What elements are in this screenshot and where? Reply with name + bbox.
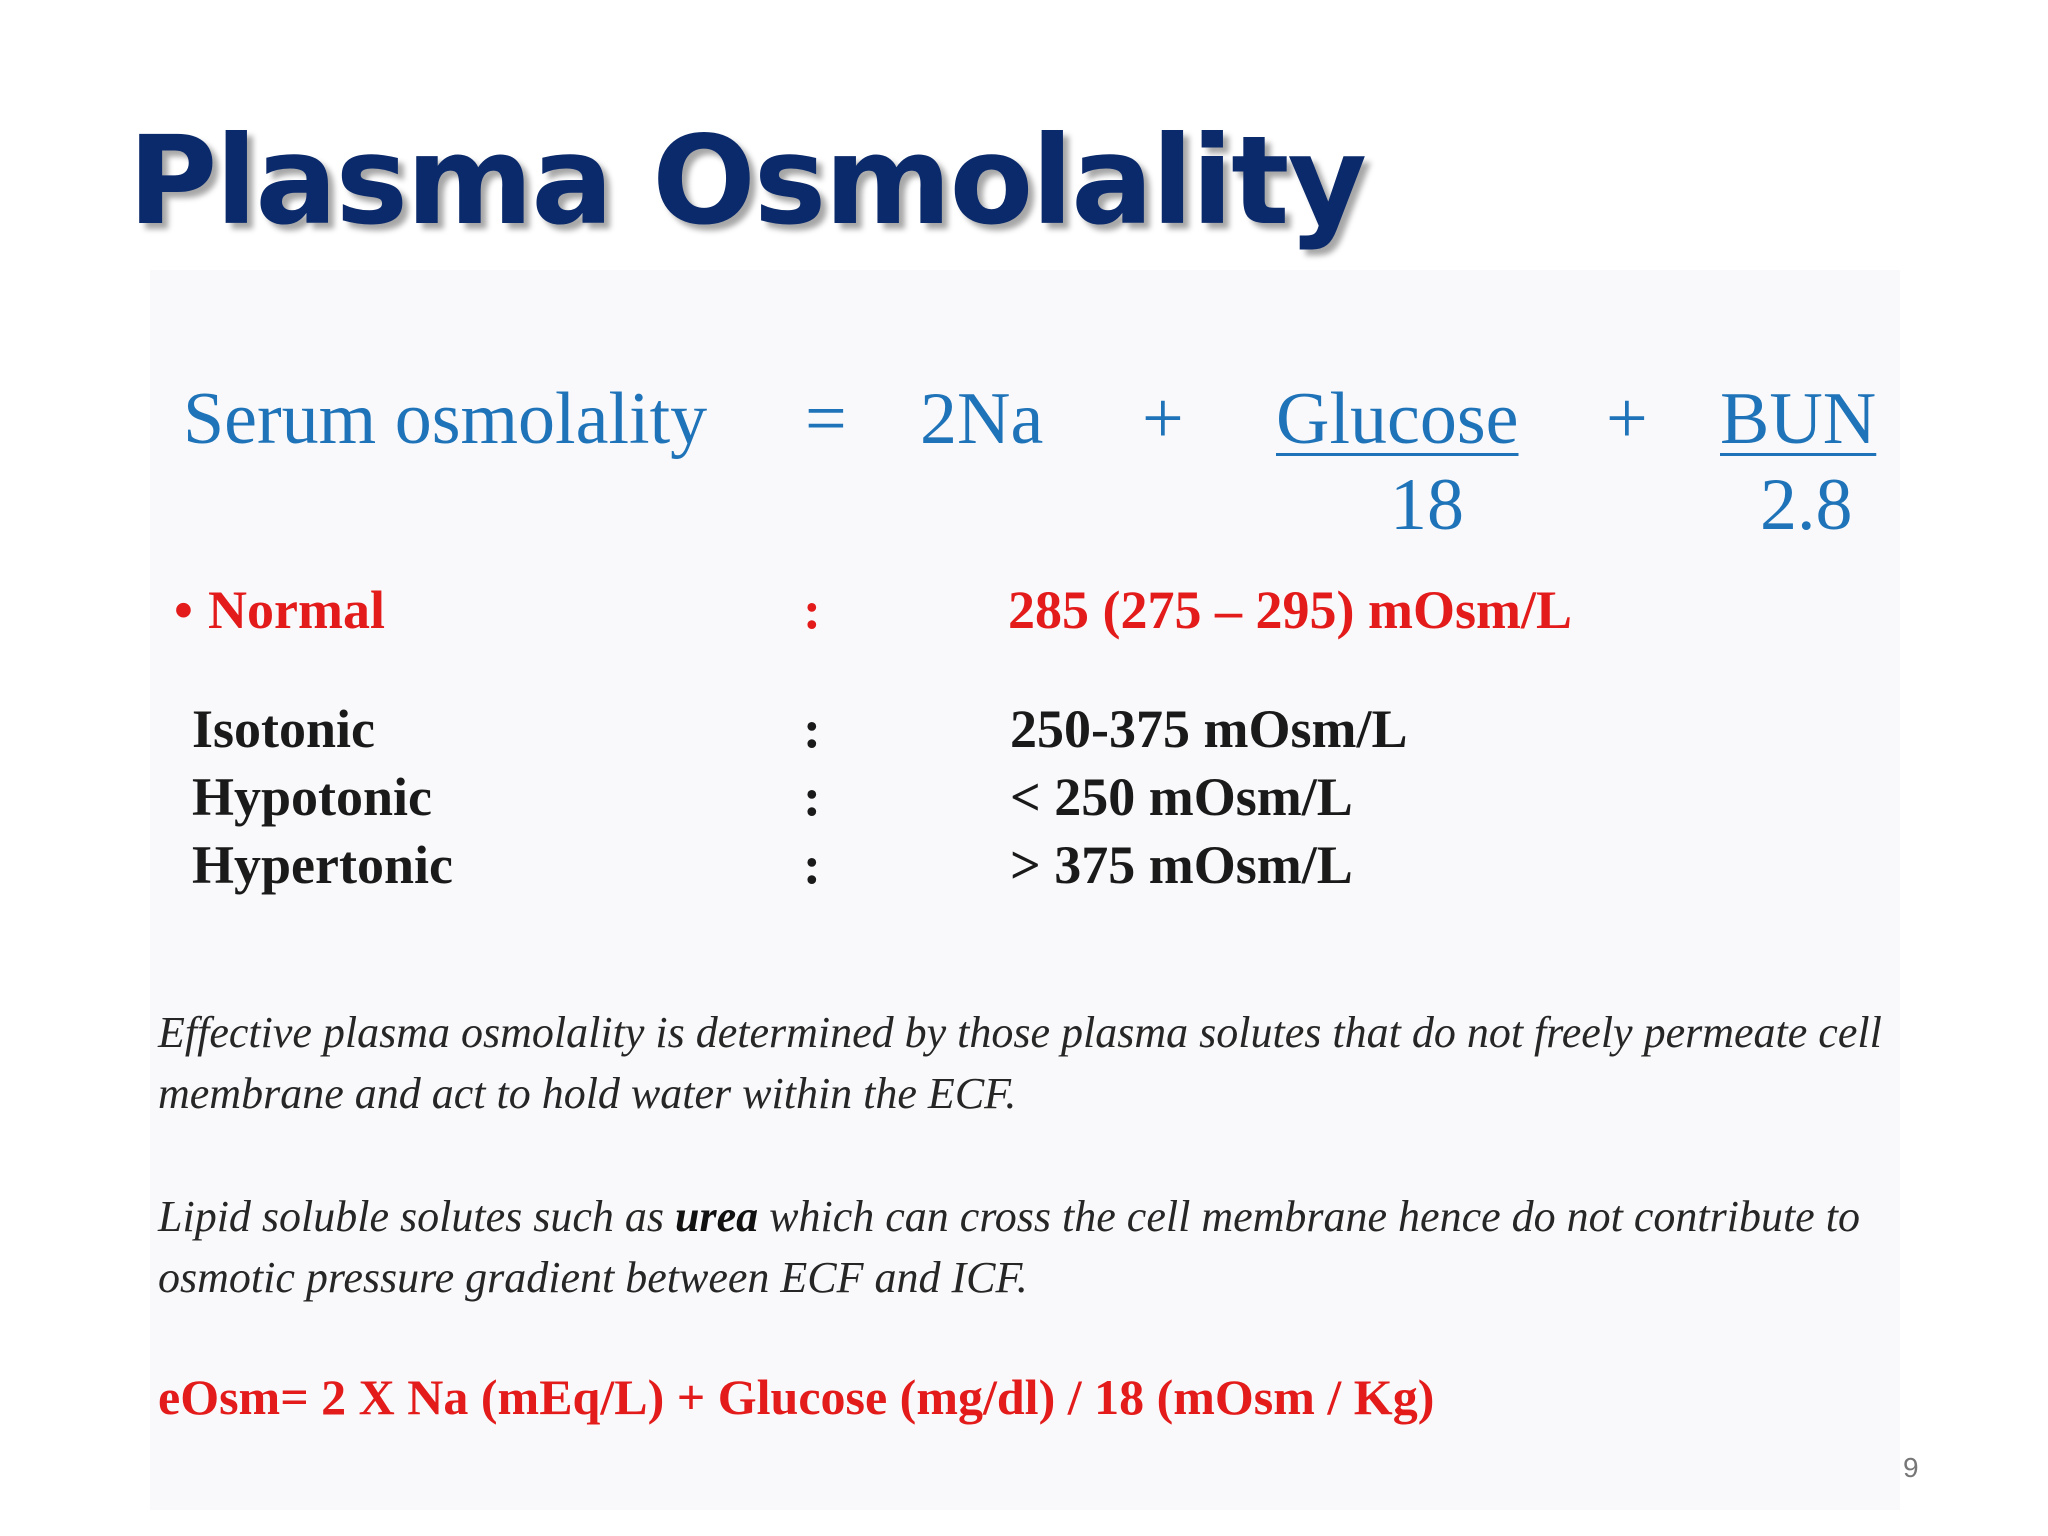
formula-bun-numerator: BUN xyxy=(1720,378,1877,460)
formula-plus-2: + xyxy=(1606,378,1648,460)
paragraph-line: Effective plasma osmolality is determined by those plasma solutes that do not freely permeate cell xyxy=(158,1008,1882,1057)
urea-emphasis: urea xyxy=(675,1192,759,1241)
formula-term-2na: 2Na xyxy=(920,378,1044,460)
slide-title: Plasma Osmolality xyxy=(128,110,1365,252)
normal-separator: : xyxy=(803,580,821,640)
hypotonic-value: < 250 mOsm/L xyxy=(1010,767,1353,827)
paragraph-line: membrane and act to hold water within the ECF. xyxy=(158,1069,1017,1118)
hypotonic-label: Hypotonic xyxy=(192,767,433,827)
formula-glucose-numerator: Glucose xyxy=(1276,378,1519,460)
page-number: 9 xyxy=(1903,1452,1919,1483)
lipid-solutes-paragraph xyxy=(158,1186,1860,1308)
formula-bun-denominator: 2.8 xyxy=(1760,464,1853,546)
paragraph-line xyxy=(158,1186,1860,1247)
isotonic-separator: : xyxy=(803,699,821,759)
hypertonic-value: > 375 mOsm/L xyxy=(1010,835,1353,895)
paragraph-text: Lipid soluble solutes such as xyxy=(158,1192,676,1241)
paragraph-text: which can cross the cell membrane hence do not contribute to xyxy=(758,1192,1860,1241)
normal-value: 285 (275 – 295) mOsm/L xyxy=(1008,580,1572,640)
hypertonic-separator: : xyxy=(803,835,821,895)
normal-label: Normal xyxy=(208,580,385,640)
isotonic-value: 250-375 mOsm/L xyxy=(1010,699,1408,759)
isotonic-label: Isotonic xyxy=(192,699,376,759)
formula-glucose-denominator: 18 xyxy=(1390,464,1464,546)
eosm-formula: eOsm= 2 X Na (mEq/L) + Glucose (mg/dl) / 18 (mOsm / Kg) xyxy=(158,1369,1435,1425)
normal-bullet: • xyxy=(174,580,193,640)
formula-equals: = xyxy=(805,378,847,460)
paragraph-line: osmotic pressure gradient between ECF and ICF. xyxy=(158,1253,1028,1302)
effective-osmolality-paragraph xyxy=(158,1002,1882,1124)
formula-lhs: Serum osmolality xyxy=(183,378,708,460)
hypotonic-separator: : xyxy=(803,767,821,827)
formula-plus-1: + xyxy=(1142,378,1184,460)
hypertonic-label: Hypertonic xyxy=(192,835,453,895)
